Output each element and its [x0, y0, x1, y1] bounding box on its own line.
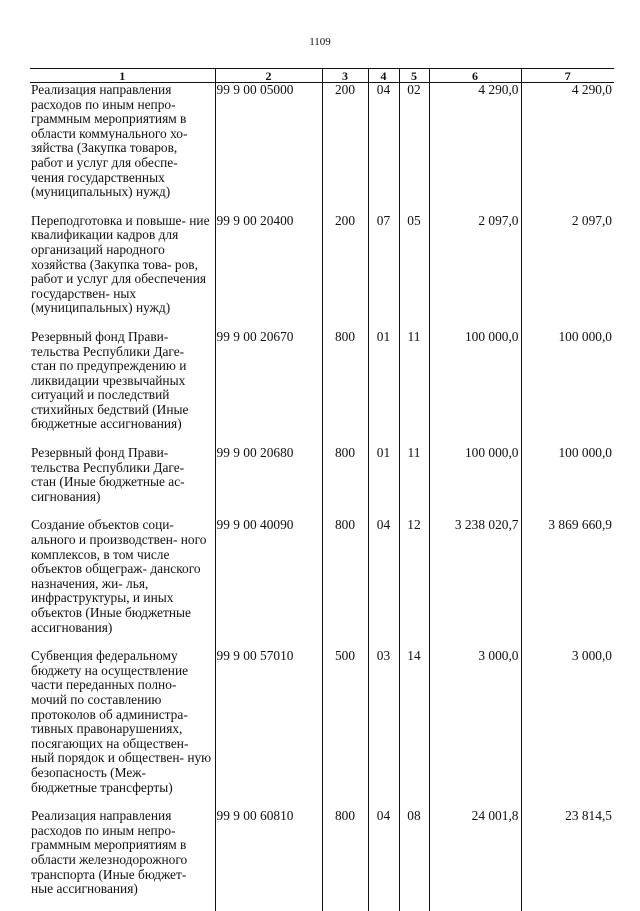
expense-name: Реализация направления расходов по иным непро- граммным мероприятиям в области коммунального хо- зяйства (Закупка товаров, работ и услуг для обеспе- чения государственных (муниципальных) нужд) [31, 82, 188, 200]
section-code: 03 [368, 649, 399, 809]
amount-year-1: 4 290,0 [429, 83, 521, 214]
expense-name: Резервный фонд Прави- тельства Республики Даге- стан (Иные бюджетные ас- сигнования) [31, 445, 185, 504]
section-code: 04 [368, 518, 399, 649]
section-code: 01 [368, 446, 399, 518]
expense-type-code: 200 [322, 214, 368, 330]
column-header-5: 5 [399, 69, 429, 83]
table-row [30, 446, 614, 518]
expense-type-code: 500 [322, 649, 368, 809]
table-row [30, 518, 614, 649]
section-code: 04 [368, 809, 399, 911]
expense-name: Субвенция федеральному бюджету на осуществление части переданных полно- мочий по составлению протоколов об администра- тивных правонарушениях, посягающих на обществен- ный порядок и обществен- ную безопасность (Меж- бюджетные трансферты) [31, 648, 212, 795]
subsection-code: 08 [399, 809, 429, 911]
expense-name: Переподготовка и повыше- ние квалификации кадров для организаций народного хозяйства (Закупка това- ров, работ и услуг для обеспечения государствен- ных (муниципальных) нужд) [31, 212, 210, 316]
amount-year-2: 100 000,0 [521, 446, 614, 518]
section-code: 04 [368, 83, 399, 214]
table-row [30, 649, 614, 809]
target-code: 99 9 00 57010 [215, 649, 322, 809]
column-header-7: 7 [521, 69, 614, 83]
subsection-code: 14 [399, 649, 429, 809]
expense-type-code: 800 [322, 446, 368, 518]
target-code: 99 9 00 20680 [215, 446, 322, 518]
subsection-code: 11 [399, 446, 429, 518]
amount-year-2: 100 000,0 [521, 330, 614, 446]
amount-year-1: 3 238 020,7 [429, 518, 521, 649]
amount-year-1: 100 000,0 [429, 446, 521, 518]
expense-type-code: 800 [322, 809, 368, 911]
column-header-3: 3 [322, 69, 368, 83]
target-code: 99 9 00 40090 [215, 518, 322, 649]
amount-year-2: 4 290,0 [521, 83, 614, 214]
section-code: 01 [368, 330, 399, 446]
amount-year-2: 3 000,0 [521, 649, 614, 809]
table-row [30, 330, 614, 446]
subsection-code: 12 [399, 518, 429, 649]
amount-year-2: 2 097,0 [521, 214, 614, 330]
page-number: 1109 [309, 36, 331, 48]
expense-type-code: 800 [322, 518, 368, 649]
expense-name: Резервный фонд Прави- тельства Республики Даге- стан по предупреждению и ликвидации чрезвычайных ситуаций и последствий стихийных бедствий (Иные бюджетные ассигнования) [31, 328, 189, 432]
section-code: 07 [368, 214, 399, 330]
amount-year-2: 23 814,5 [521, 809, 614, 911]
table-row [30, 214, 614, 330]
target-code: 99 9 00 05000 [215, 83, 322, 214]
amount-year-1: 100 000,0 [429, 330, 521, 446]
table-row [30, 83, 614, 214]
expense-name: Создание объектов соци- ального и производствен- ного комплексов, в том числе объектов общеграж- данского назначения, жи- лья, инфраструктуры, и иных объектов (Иные бюджетные ассигнования) [31, 517, 207, 635]
table-row [30, 809, 614, 911]
subsection-code: 11 [399, 330, 429, 446]
target-code: 99 9 00 60810 [215, 809, 322, 911]
amount-year-2: 3 869 660,9 [521, 518, 614, 649]
expense-name: Реализация направления расходов по иным непро- граммным мероприятиям в области железнодорожного транспорта (Иные бюджет- ные ассигнования) [31, 808, 188, 897]
target-code: 99 9 00 20670 [215, 330, 322, 446]
expense-type-code: 800 [322, 330, 368, 446]
subsection-code: 02 [399, 83, 429, 214]
amount-year-1: 3 000,0 [429, 649, 521, 809]
budget-table [30, 68, 614, 911]
subsection-code: 05 [399, 214, 429, 330]
amount-year-1: 2 097,0 [429, 214, 521, 330]
column-header-1: 1 [30, 69, 215, 83]
column-header-2: 2 [215, 69, 322, 83]
column-header-4: 4 [368, 69, 399, 83]
column-header-6: 6 [429, 69, 521, 83]
target-code: 99 9 00 20400 [215, 214, 322, 330]
header-row [30, 69, 614, 83]
expense-type-code: 200 [322, 83, 368, 214]
amount-year-1: 24 001,8 [429, 809, 521, 911]
